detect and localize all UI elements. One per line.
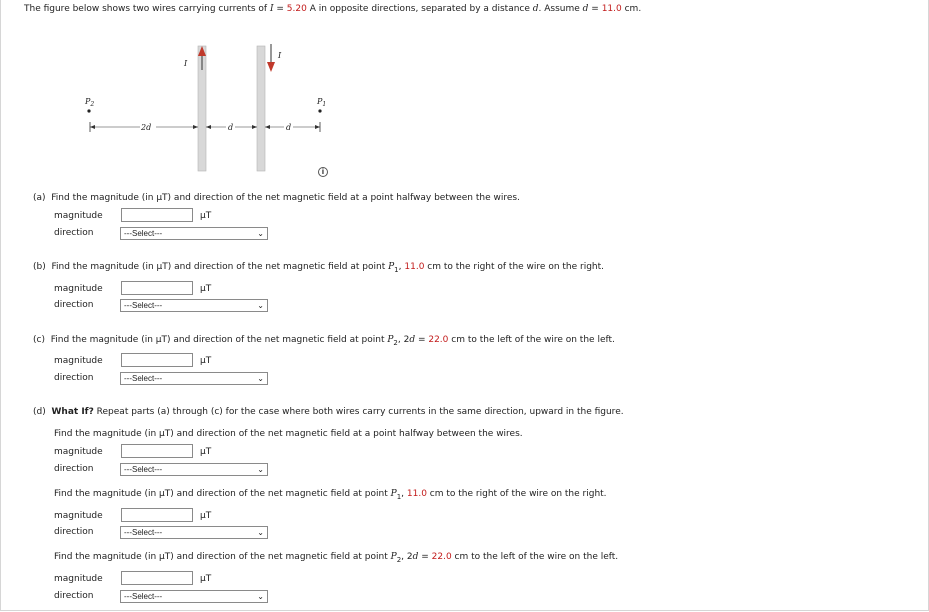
part-b-magnitude-label: magnitude	[54, 284, 103, 294]
part-d2-magnitude-label: magnitude	[54, 511, 103, 521]
part-d1-direction-label: direction	[54, 464, 94, 474]
chevron-down-icon: ⌄	[257, 528, 264, 537]
part-c-magnitude-input[interactable]	[121, 353, 193, 367]
chevron-down-icon: ⌄	[257, 592, 264, 601]
part-d1-magnitude-label: magnitude	[54, 447, 103, 457]
two-wires-figure	[80, 36, 340, 186]
part-c-direction-label: direction	[54, 373, 94, 383]
part-c-unit: μT	[200, 356, 212, 366]
chevron-down-icon: ⌄	[257, 465, 264, 474]
part-d3-magnitude-label: magnitude	[54, 574, 103, 584]
chevron-down-icon: ⌄	[257, 301, 264, 310]
part-b-unit: μT	[200, 284, 212, 294]
part-a-magnitude-input[interactable]	[121, 208, 193, 222]
part-d3-direction-label: direction	[54, 591, 94, 601]
part-d1-magnitude-input[interactable]	[121, 444, 193, 458]
dim-label-2d: 2d	[141, 123, 152, 132]
info-icon[interactable]: i	[318, 167, 328, 177]
dim-arrow-2d-left	[90, 125, 95, 129]
part-a-direction-label: direction	[54, 228, 94, 238]
part-c-question: (c) Find the magnitude (in μT) and direction of the net magnetic field at point $P_2$, 2d = 22.0 cm to the left of the wire on the left.	[33, 335, 615, 347]
part-b-direction-select[interactable]: ---Select--- ⌄	[120, 299, 268, 312]
dim-arrow-d-right-left	[265, 125, 270, 129]
point-p2-label: $P_2$	[85, 97, 95, 108]
right-current-label: I	[278, 51, 282, 60]
dim-label-d-right: d	[286, 123, 292, 132]
point-p1-dot	[318, 109, 321, 112]
part-b-magnitude-input[interactable]	[121, 281, 193, 295]
part-d-sub2-question: Find the magnitude (in μT) and direction of the net magnetic field at point $P_1$, 11.0 cm to the right of the wire on the right.	[54, 489, 607, 501]
chevron-down-icon: ⌄	[257, 374, 264, 383]
part-d1-direction-select[interactable]: ---Select--- ⌄	[120, 463, 268, 476]
part-d-question: (d) What If? Repeat parts (a) through (c) for the case where both wires carry currents in the same direction, upward in the figure.	[33, 407, 624, 417]
part-a-question: (a) Find the magnitude (in μT) and direction of the net magnetic field at a point halfway between the wires.	[33, 193, 520, 203]
part-b-question: (b) Find the magnitude (in μT) and direction of the net magnetic field at point $P_1$, 11.0 cm to the right of the wire on the right.	[33, 262, 605, 274]
part-b-direction-label: direction	[54, 300, 94, 310]
part-c-direction-select[interactable]: ---Select--- ⌄	[120, 372, 268, 385]
dim-arrow-d-mid-right	[252, 125, 257, 129]
problem-intro: The figure below shows two wires carrying currents of I = 5.20 A in opposite directions, separated by a distance d. Assume d = 11.0 cm.	[24, 4, 642, 14]
part-d2-unit: μT	[200, 511, 212, 521]
left-current-label: I	[184, 59, 188, 68]
part-a-magnitude-label: magnitude	[54, 211, 103, 221]
current-value: 5.20	[286, 4, 307, 14]
point-p2-dot	[87, 109, 90, 112]
part-d3-unit: μT	[200, 574, 212, 584]
part-c-magnitude-label: magnitude	[54, 356, 103, 366]
part-a-direction-select[interactable]: ---Select--- ⌄	[120, 227, 268, 240]
dim-arrow-d-mid-left	[206, 125, 211, 129]
part-d2-direction-label: direction	[54, 527, 94, 537]
dim-arrow-2d-right	[193, 125, 198, 129]
dim-arrow-d-right-right	[315, 125, 320, 129]
distance-value: 11.0	[601, 4, 622, 14]
right-wire	[257, 46, 265, 171]
point-p1-label: $P_1$	[317, 97, 327, 108]
part-d-sub1-question: Find the magnitude (in μT) and direction of the net magnetic field at a point halfway between the wires.	[54, 429, 523, 439]
part-a-unit: μT	[200, 211, 212, 221]
part-d3-direction-select[interactable]: ---Select--- ⌄	[120, 590, 268, 603]
part-d-sub3-question: Find the magnitude (in μT) and direction of the net magnetic field at point $P_2$, 2d = 22.0 cm to the left of the wire on the left.	[54, 552, 619, 564]
part-d2-direction-select[interactable]: ---Select--- ⌄	[120, 526, 268, 539]
chevron-down-icon: ⌄	[257, 229, 264, 238]
right-current-arrowhead	[267, 62, 275, 72]
part-d2-magnitude-input[interactable]	[121, 508, 193, 522]
dim-label-d-mid: d	[228, 123, 234, 132]
part-d3-magnitude-input[interactable]	[121, 571, 193, 585]
part-d1-unit: μT	[200, 447, 212, 457]
